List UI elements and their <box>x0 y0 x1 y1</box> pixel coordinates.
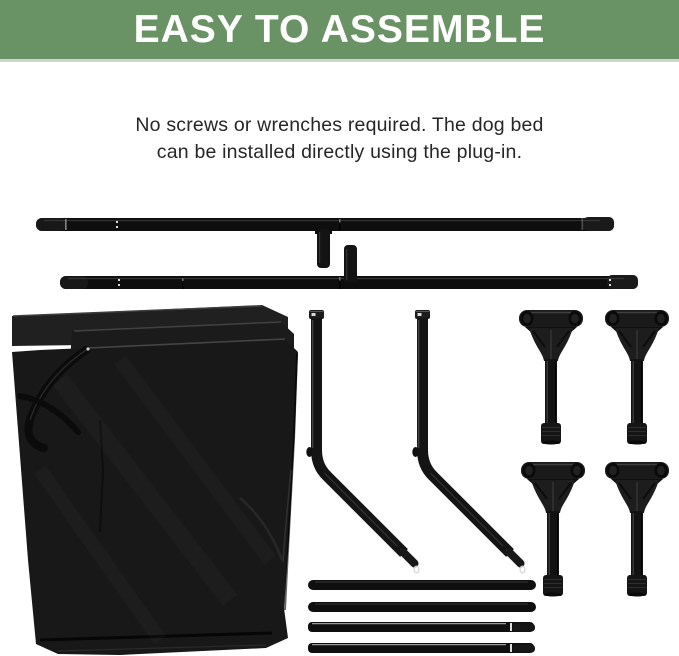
curved-leg-right <box>412 310 525 573</box>
curved-leg-left <box>306 310 419 573</box>
tube-4 <box>308 643 535 653</box>
bottom-rail-right-cap <box>607 275 638 289</box>
fabric-cover <box>12 305 298 655</box>
top-rail <box>36 217 614 268</box>
corner-connector-1 <box>519 310 583 445</box>
corner-connector-4 <box>605 462 669 597</box>
tube-1 <box>308 580 536 590</box>
banner-title: EASY TO ASSEMBLE <box>133 7 546 51</box>
bottom-rail <box>60 245 638 289</box>
top-rail-right-cap <box>583 217 614 231</box>
description-line-2: can be installed directly using the plug-in. <box>156 141 523 163</box>
tube-3 <box>308 622 535 632</box>
top-rail-plug-stub <box>315 228 332 268</box>
corner-connector-2 <box>605 310 669 445</box>
tube-2 <box>308 602 536 612</box>
corner-connector-3 <box>521 462 585 597</box>
description-line-1: No screws or wrenches required. The dog bed <box>135 114 544 136</box>
bottom-rail-plug-stub <box>342 245 359 288</box>
